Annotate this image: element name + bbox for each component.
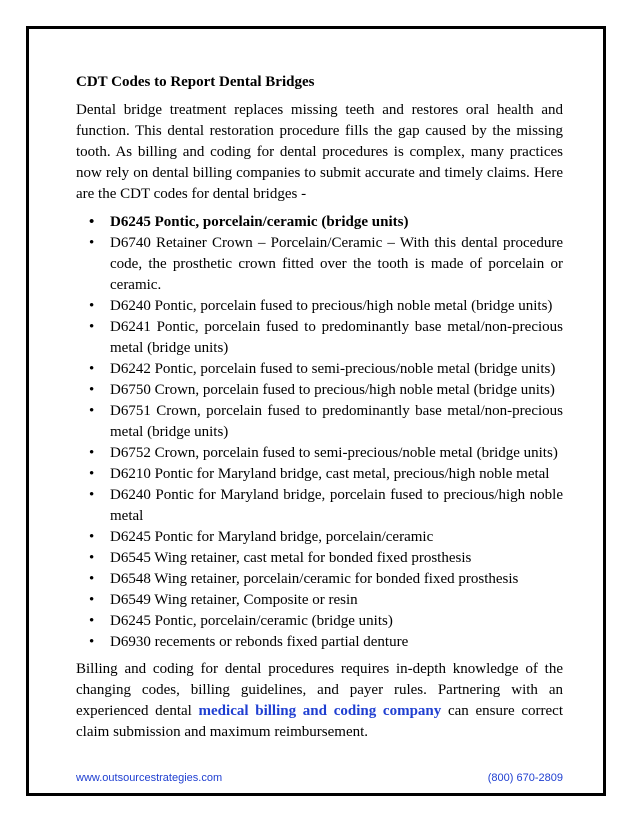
footer-phone[interactable]: (800) 670-2809 xyxy=(487,772,563,784)
closing-text-before: Billing and coding for dental procedures requires in-depth knowledge of the changing codes, billing guidelines, and payer rules. Partnering with an experienced dental xyxy=(76,661,563,719)
list-item: • D6242 Pontic, porcelain fused to semi-precious/noble metal (bridge units) xyxy=(110,359,563,380)
list-item: • D6245 Pontic for Maryland bridge, porcelain/ceramic xyxy=(110,527,563,548)
page-title: CDT Codes to Report Dental Bridges xyxy=(76,74,315,90)
list-item: • D6210 Pontic for Maryland bridge, cast metal, precious/high noble metal xyxy=(110,464,563,485)
list-item: • D6240 Pontic, porcelain fused to precious/high noble metal (bridge units) xyxy=(110,296,563,317)
list-item: • D6751 Crown, porcelain fused to predominantly base metal/non-precious metal (bridge units) xyxy=(110,401,563,443)
medical-billing-link[interactable]: medical billing and coding company xyxy=(198,703,442,719)
list-item: • D6241 Pontic, porcelain fused to predominantly base metal/non-precious metal (bridge units) xyxy=(110,317,563,359)
closing-paragraph xyxy=(76,659,563,743)
list-item: • D6740 Retainer Crown – Porcelain/Ceramic – With this dental procedure code, the prosthetic crown fitted over the tooth is made of porcelain or ceramic. xyxy=(110,233,563,296)
list-item: • D6245 Pontic, porcelain/ceramic (bridge units) xyxy=(110,611,563,632)
cdt-code-list xyxy=(76,212,563,653)
list-item: • D6549 Wing retainer, Composite or resin xyxy=(110,590,563,611)
intro-paragraph: Dental bridge treatment replaces missing teeth and restores oral health and function. This dental restoration procedure fills the gap caused by the missing tooth. As billing and coding for dental procedures is complex, many practices now rely on dental billing companies to submit accurate and timely claims. Here are the CDT codes for dental bridges - xyxy=(76,102,563,202)
list-item: • D6245 Pontic, porcelain/ceramic (bridge units) xyxy=(110,212,563,233)
closing-text-after: can ensure correct claim submission and maximum reimbursement. xyxy=(76,703,563,740)
footer-url[interactable]: www.outsourcestrategies.com xyxy=(76,772,223,784)
list-item: • D6545 Wing retainer, cast metal for bonded fixed prosthesis xyxy=(110,548,563,569)
list-item: • D6930 recements or rebonds fixed partial denture xyxy=(110,632,563,653)
document-body xyxy=(76,72,563,743)
list-item: • D6548 Wing retainer, porcelain/ceramic for bonded fixed prosthesis xyxy=(110,569,563,590)
list-item: • D6750 Crown, porcelain fused to precious/high noble metal (bridge units) xyxy=(110,380,563,401)
list-item: • D6752 Crown, porcelain fused to semi-precious/noble metal (bridge units) xyxy=(110,443,563,464)
list-item: • D6240 Pontic for Maryland bridge, porcelain fused to precious/high noble metal xyxy=(110,485,563,527)
